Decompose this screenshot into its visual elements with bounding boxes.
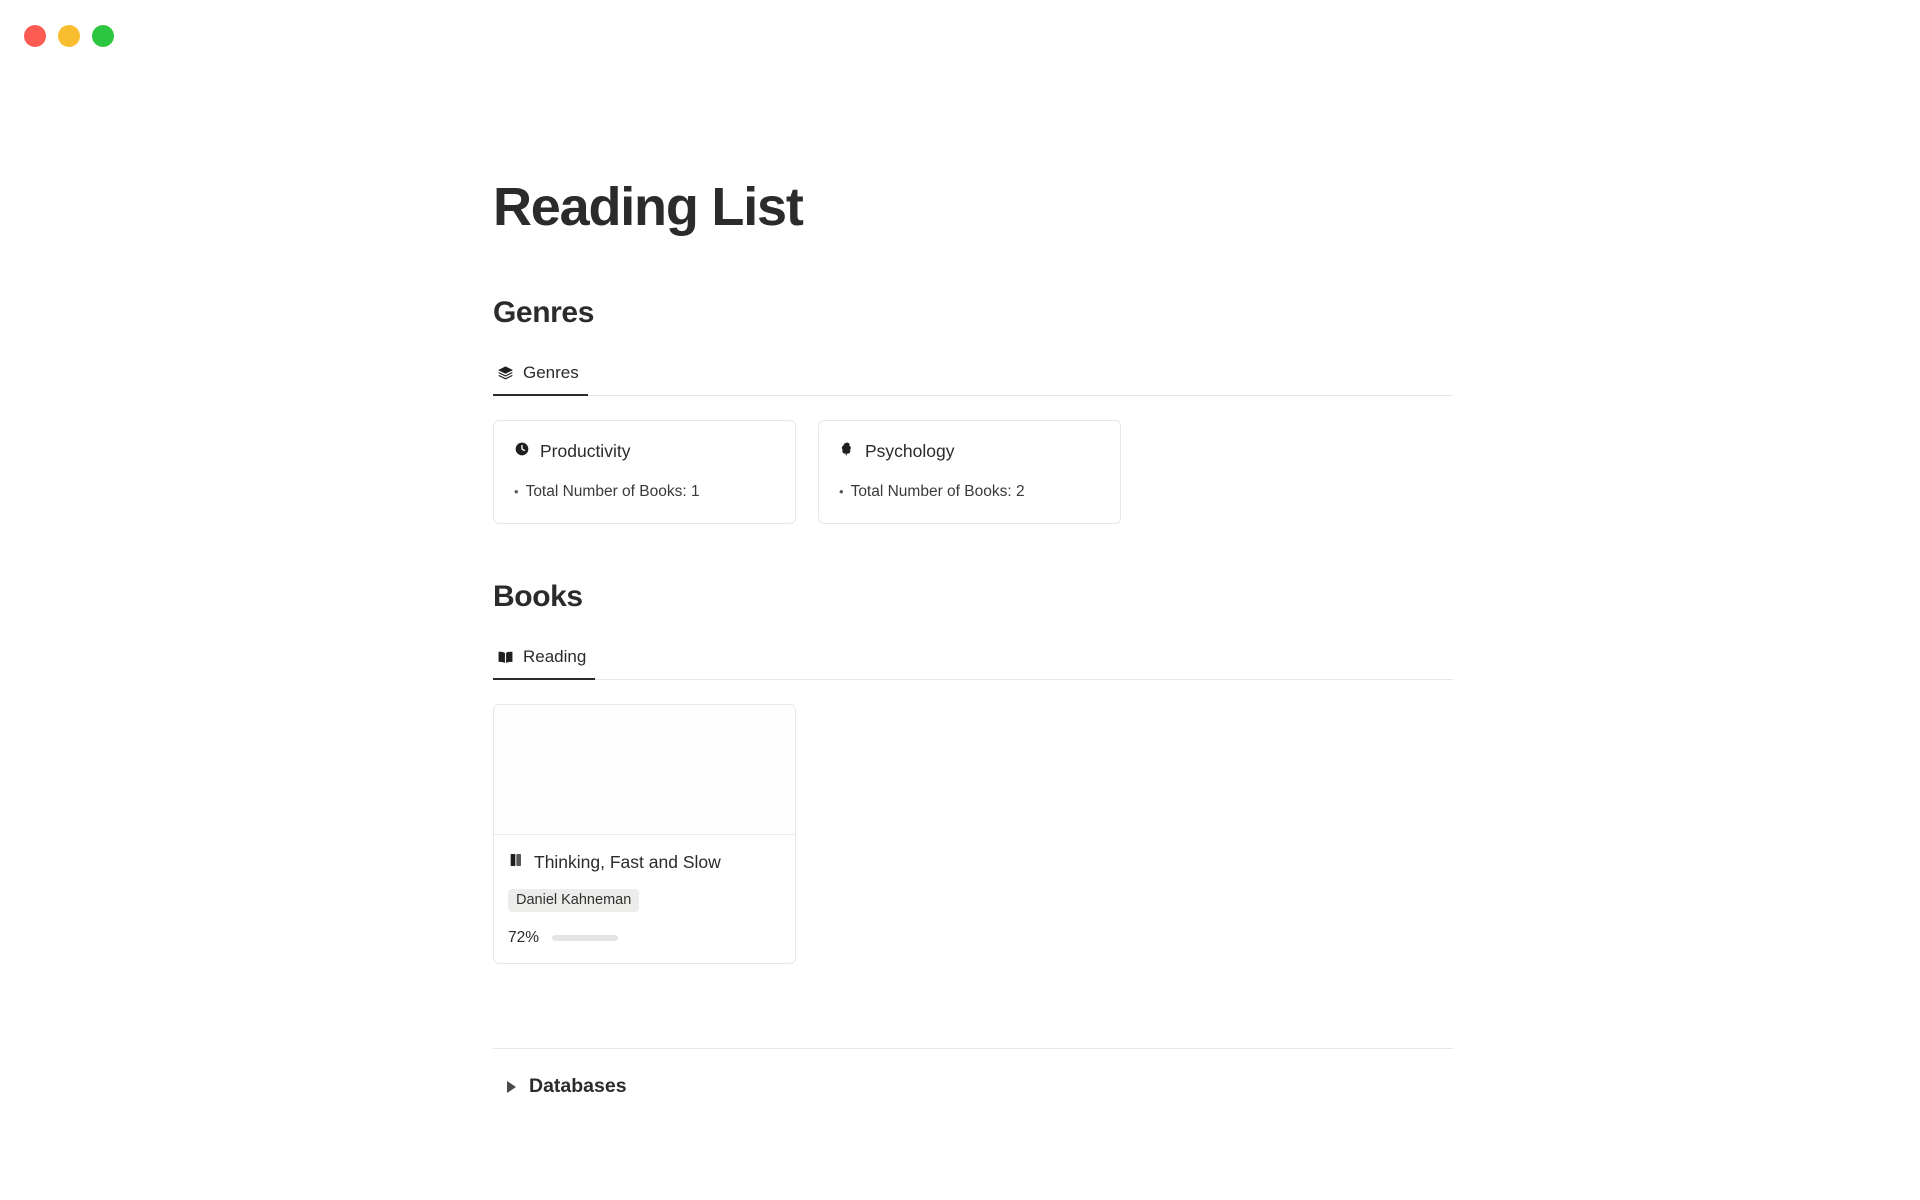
book-card-body <box>494 835 795 963</box>
book-progress-track <box>552 935 618 941</box>
genre-card-productivity[interactable] <box>493 420 796 524</box>
brain-icon <box>839 441 855 462</box>
book-title: Thinking, Fast and Slow <box>534 852 721 872</box>
genre-title: Psychology <box>865 441 955 461</box>
bullet-glyph: • <box>514 484 519 499</box>
genre-property-text: Total Number of Books: 2 <box>850 483 1025 500</box>
open-book-icon <box>497 649 514 666</box>
tabstrip-genres <box>493 352 1453 396</box>
books-icon <box>508 852 524 873</box>
book-progress-label: 72% <box>508 929 540 946</box>
layers-icon <box>497 365 514 382</box>
genre-card-title-row <box>514 441 775 462</box>
book-author-tag[interactable]: Daniel Kahneman <box>508 889 639 912</box>
window-controls <box>24 25 114 47</box>
genre-card-psychology[interactable] <box>818 420 1121 524</box>
databases-toggle-label: Databases <box>529 1075 627 1097</box>
book-title-row <box>508 852 781 873</box>
page-title: Reading List <box>493 177 803 237</box>
triangle-right-icon[interactable] <box>507 1081 516 1093</box>
minimize-window-button[interactable] <box>58 25 80 47</box>
tab-reading-label: Reading <box>523 647 587 666</box>
book-progress <box>508 929 781 947</box>
databases-toggle[interactable] <box>493 1049 1453 1098</box>
book-card[interactable] <box>493 704 796 964</box>
genre-property-row <box>514 483 775 501</box>
section-genres <box>493 296 1453 524</box>
tab-genres-label: Genres <box>523 363 579 382</box>
clock-icon <box>514 441 530 462</box>
tab-genres[interactable] <box>493 363 588 396</box>
genre-card-title-row <box>839 441 1100 462</box>
close-window-button[interactable] <box>24 25 46 47</box>
genre-property-row <box>839 483 1100 501</box>
section-heading-books: Books <box>493 580 583 613</box>
bullet-glyph: • <box>839 484 844 499</box>
genre-title: Productivity <box>540 441 631 461</box>
genre-card-grid <box>493 420 1453 524</box>
section-books <box>493 580 1453 964</box>
book-cover-placeholder <box>494 705 795 835</box>
section-heading-genres: Genres <box>493 296 594 329</box>
genre-property-text: Total Number of Books: 1 <box>525 483 700 500</box>
book-card-grid <box>493 704 1453 964</box>
maximize-window-button[interactable] <box>92 25 114 47</box>
tabstrip-books <box>493 636 1453 680</box>
tab-reading[interactable] <box>493 647 595 680</box>
page-content <box>493 0 1453 1098</box>
